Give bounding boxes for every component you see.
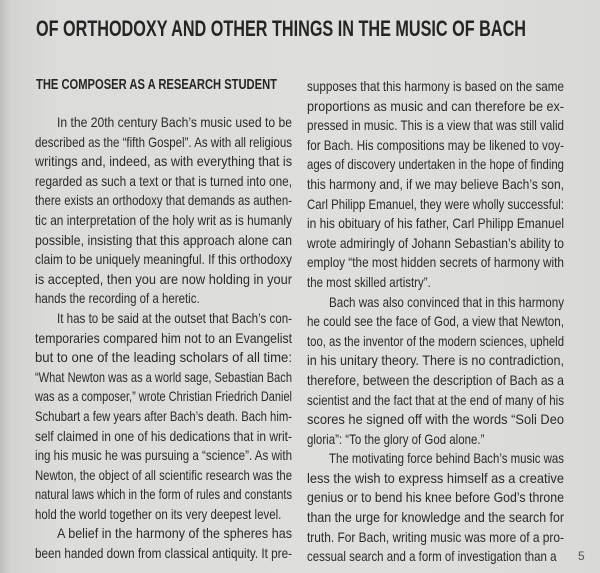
text-line-content: self claimed in one of his dedications that in writ- <box>35 427 292 444</box>
page-number: 5 <box>578 549 585 563</box>
text-line-content: in his obituary of his father, Carl Philipp Emanuel <box>307 215 564 232</box>
text-line <box>307 234 564 254</box>
text-line <box>307 273 564 293</box>
text-line-content: scores he signed off with the words “Soli Deo <box>307 411 564 428</box>
text-line-content: genius or to bend his knee before God’s throne <box>307 489 564 506</box>
text-line <box>307 116 564 136</box>
text-line <box>307 155 564 175</box>
text-line-content: therefore, between the description of Bach as a <box>307 371 564 388</box>
text-line-content: It has to be said at the outset that Bach’s con- <box>57 309 292 326</box>
text-line-content: he could see the face of God, a view that Newton, <box>307 313 564 330</box>
text-line <box>35 211 292 231</box>
text-line-content: hold the world together on its very deepest level. <box>35 505 282 522</box>
page-title: OF ORTHODOXY AND OTHER THINGS IN THE MUSIC OF BACH <box>36 16 526 41</box>
text-line <box>307 312 564 332</box>
section-heading: THE COMPOSER AS A RESEARCH STUDENT <box>36 77 277 93</box>
text-line-content: writings and, indeed, as with everything that is <box>35 153 292 170</box>
text-line-content: proportions as music and can therefore be ex- <box>307 97 564 114</box>
text-line-content: The motivating force behind Bach’s music was <box>329 450 564 467</box>
text-line-content: there exists an orthodoxy that demands as authen- <box>35 192 292 209</box>
text-line <box>307 351 564 371</box>
right-column <box>307 77 564 567</box>
text-line-content: employ “the most hidden secrets of harmony with <box>307 254 564 271</box>
text-line-content: temporaries compared him not to an Evangelist <box>35 329 292 346</box>
text-line <box>35 427 292 447</box>
text-line <box>35 446 292 466</box>
text-line-content: in his unitary theory. There is no contradiction, <box>307 352 564 369</box>
text-line-content: regarded as such a text or that is turned into one, <box>35 172 292 189</box>
text-line-content: described as the “fifth Gospel”. As with all religious <box>35 133 292 150</box>
text-line <box>307 508 564 528</box>
text-line-content: truth. For Bach, writing music was more of a pro- <box>307 528 564 545</box>
text-line <box>307 469 564 489</box>
text-line-content: Newton, the object of all scientific research was the <box>35 466 292 483</box>
text-line <box>307 293 564 313</box>
text-line <box>35 505 292 525</box>
text-line-content: Bach was also convinced that in this harmony <box>329 293 564 310</box>
text-line <box>307 332 564 352</box>
text-line <box>35 485 292 505</box>
text-line-content: Carl Philipp Emanuel, they were wholly successful: <box>307 195 564 212</box>
text-line <box>35 544 292 564</box>
text-line-content: for Bach. His compositions may be likened to voy- <box>307 136 564 153</box>
text-line-content: scientist and the fact that at the end of many of his <box>307 391 564 408</box>
text-line <box>307 410 564 430</box>
text-line <box>307 97 564 117</box>
text-line <box>307 371 564 391</box>
text-line <box>307 391 564 411</box>
text-line <box>307 488 564 508</box>
text-line <box>307 136 564 156</box>
text-line <box>35 172 292 192</box>
text-line-content: been handed down from classical antiquity. It pre- <box>35 545 292 562</box>
text-line <box>307 430 564 450</box>
text-line <box>35 191 292 211</box>
text-line <box>307 175 564 195</box>
text-line <box>307 195 564 215</box>
text-line-content: but to one of the leading scholars of all time: <box>35 349 292 366</box>
text-line <box>307 547 564 567</box>
text-line <box>35 231 292 251</box>
text-line-content: ages of discovery undertaken in the hope of finding <box>307 156 564 173</box>
text-line <box>35 270 292 290</box>
text-line <box>35 309 292 329</box>
text-line <box>307 253 564 273</box>
text-line-content: claim to be uniquely meaningful. If this orthodoxy <box>35 251 292 268</box>
left-column <box>35 113 292 564</box>
text-line-content: was as a composer,” wrote Christian Friedrich Daniel <box>35 388 292 405</box>
text-line-content: supposes that this harmony is based on the same <box>307 78 564 94</box>
text-line-content: this harmony and, if we may believe Bach’s son, <box>307 175 564 192</box>
text-line-content: hands the recording of a heretic. <box>35 290 200 307</box>
text-line <box>35 387 292 407</box>
text-line <box>35 466 292 486</box>
text-line-content: A belief in the harmony of the spheres has <box>57 525 292 542</box>
text-line <box>35 152 292 172</box>
text-line <box>35 368 292 388</box>
text-line-content: “What Newton was as a world sage, Sebastian Bach <box>35 368 292 385</box>
text-line-content: possible, insisting that this approach alone can <box>35 231 292 248</box>
text-line-content: gloria”: “To the glory of God alone.” <box>307 430 485 447</box>
text-line-content: ing his music he was pursuing a “science”. As with <box>35 447 292 464</box>
text-line-content: too, as the inventor of the modern sciences, upheld <box>307 332 564 349</box>
text-line <box>35 113 292 133</box>
text-line-content: Schubart a few years after Bach’s death. Bach him- <box>35 407 292 424</box>
text-line <box>307 449 564 469</box>
text-line-content: the most skilled artistry”. <box>307 273 431 290</box>
text-line-content: than the urge for knowledge and the search for <box>307 509 564 526</box>
text-line-content: tic an interpretation of the holy writ as is humanly <box>35 211 292 228</box>
text-line-content: In the 20th century Bach’s music used to be <box>57 114 292 130</box>
text-line <box>35 329 292 349</box>
text-line <box>35 524 292 544</box>
text-line-content: natural laws which in the form of rules and constants <box>35 486 292 503</box>
text-line-content: wrote admiringly of Johann Sebastian’s ability to <box>307 234 564 251</box>
text-line <box>35 407 292 427</box>
text-line <box>307 214 564 234</box>
text-line <box>35 289 292 309</box>
text-line-content: less the wish to express himself as a creative <box>307 469 564 486</box>
text-line-content: cessual search and a form of investigation than a <box>307 548 557 565</box>
text-line-content: pressed in music. This is a view that was still valid <box>307 117 564 134</box>
text-line <box>307 528 564 548</box>
text-line <box>35 250 292 270</box>
text-line <box>35 133 292 153</box>
text-line-content: is accepted, then you are now holding in your <box>35 270 292 287</box>
text-line <box>35 348 292 368</box>
text-line <box>307 77 564 97</box>
